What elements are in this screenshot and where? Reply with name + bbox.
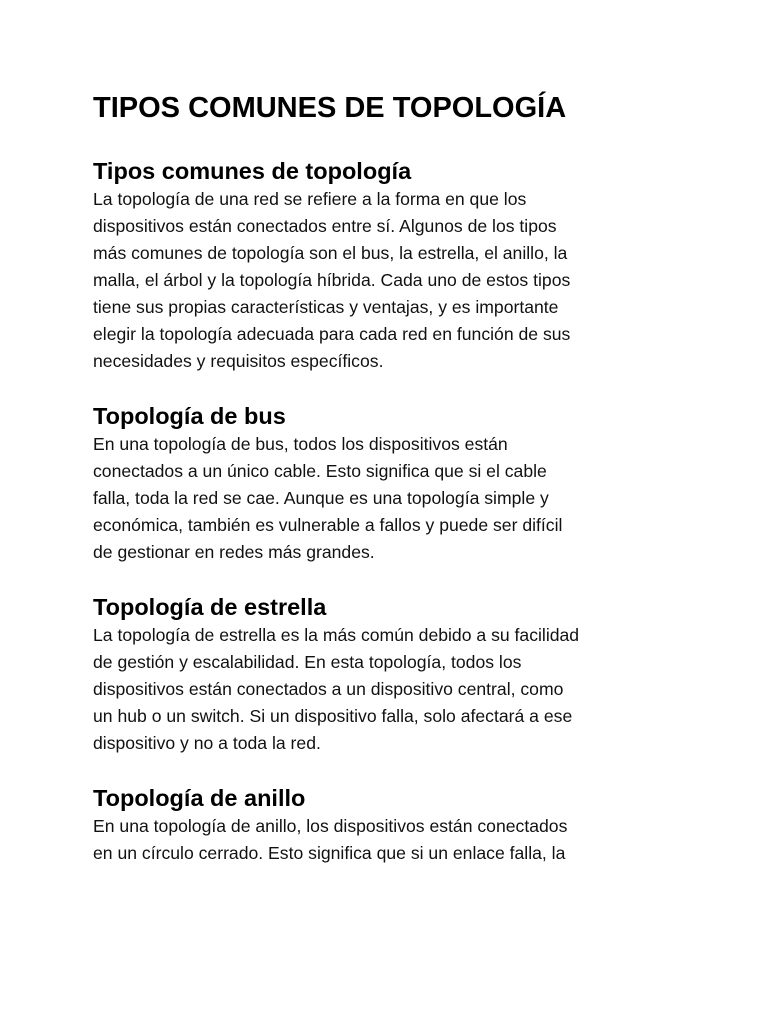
section-paragraph <box>93 186 674 375</box>
paragraph-line: más comunes de topología son el bus, la estrella, el anillo, la <box>93 243 568 263</box>
paragraph-line: necesidades y requisitos específicos. <box>93 351 384 371</box>
paragraph-line: tiene sus propias características y ventajas, y es importante <box>93 297 559 317</box>
paragraph-line: conectados a un único cable. Esto significa que si el cable <box>93 461 547 481</box>
section-heading: Tipos comunes de topología <box>93 158 412 184</box>
section-anillo <box>93 783 674 867</box>
paragraph-line: dispositivos están conectados entre sí. Algunos de los tipos <box>93 216 557 236</box>
paragraph-line: económica, también es vulnerable a fallos y puede ser difícil <box>93 515 563 535</box>
section-paragraph <box>93 622 674 757</box>
section-bus <box>93 401 674 566</box>
paragraph-line: falla, toda la red se cae. Aunque es una topología simple y <box>93 488 549 508</box>
paragraph-line: La topología de una red se refiere a la forma en que los <box>93 189 527 209</box>
paragraph-line: En una topología de bus, todos los dispositivos están <box>93 434 508 454</box>
section-paragraph <box>93 431 674 566</box>
paragraph-line: La topología de estrella es la más común debido a su facilidad <box>93 625 580 645</box>
paragraph-line: de gestión y escalabilidad. En esta topología, todos los <box>93 652 522 672</box>
paragraph-line: dispositivos están conectados a un dispositivo central, como <box>93 679 564 699</box>
section-paragraph <box>93 813 674 867</box>
paragraph-line: dispositivo y no a toda la red. <box>93 733 321 753</box>
paragraph-line: En una topología de anillo, los dispositivos están conectados <box>93 816 568 836</box>
paragraph-line: un hub o un switch. Si un dispositivo falla, solo afectará a ese <box>93 706 573 726</box>
paragraph-line: en un círculo cerrado. Esto significa que si un enlace falla, la <box>93 843 566 863</box>
paragraph-line: malla, el árbol y la topología híbrida. Cada uno de estos tipos <box>93 270 571 290</box>
section-estrella <box>93 592 674 757</box>
section-heading: Topología de anillo <box>93 785 306 811</box>
paragraph-line: elegir la topología adecuada para cada red en función de sus <box>93 324 571 344</box>
section-heading: Topología de estrella <box>93 594 327 620</box>
document-title: TIPOS COMUNES DE TOPOLOGÍA <box>93 92 567 124</box>
section-tipos-comunes <box>93 156 674 375</box>
paragraph-line: de gestionar en redes más grandes. <box>93 542 375 562</box>
section-heading: Topología de bus <box>93 403 286 429</box>
